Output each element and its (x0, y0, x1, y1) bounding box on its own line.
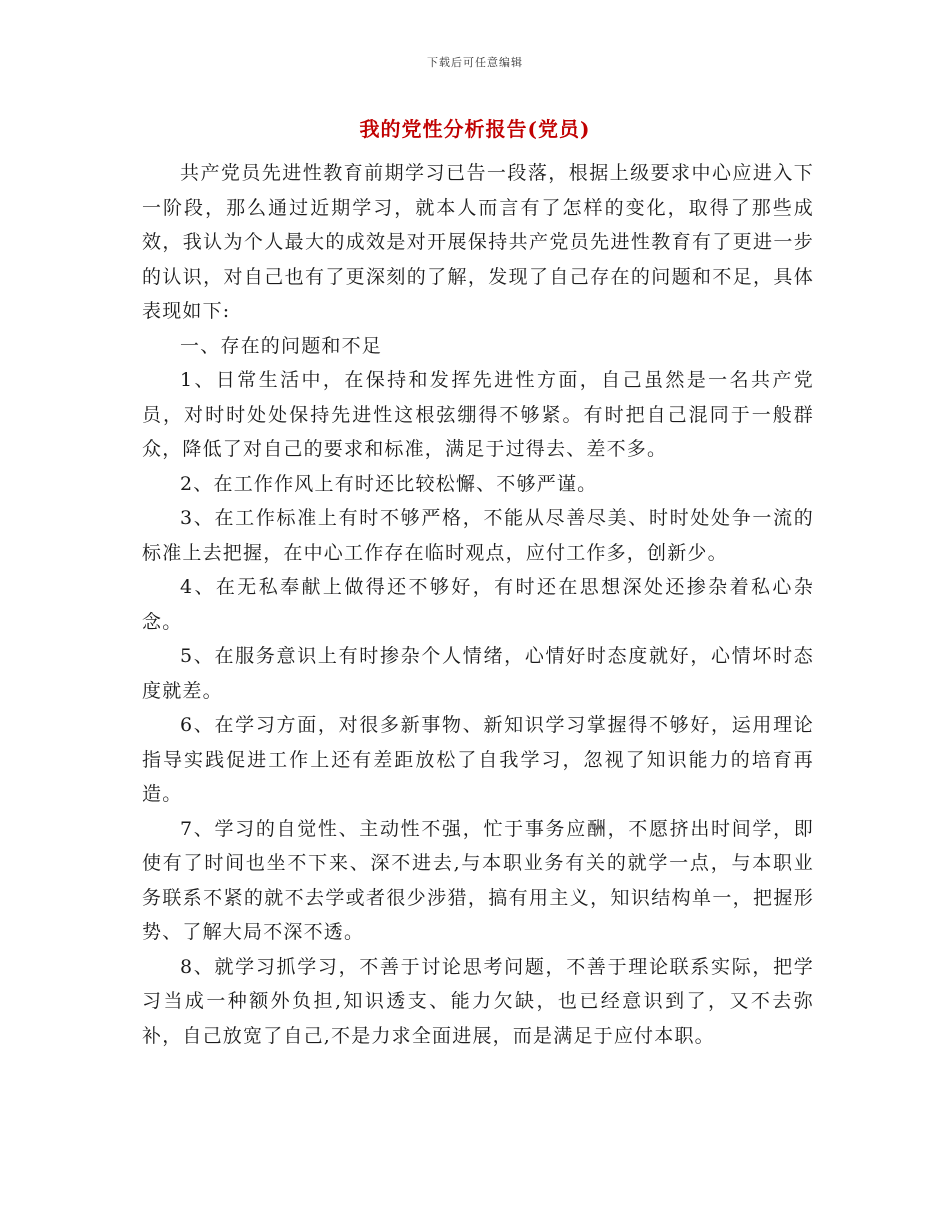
paragraph-item-6: 6、在学习方面，对很多新事物、新知识学习掌握得不够好，运用理论指导实践促进工作上还有差距放松了自我学习，忽视了知识能力的培育再造。 (142, 714, 814, 805)
document-title: 我的党性分析报告(党员) (359, 117, 591, 141)
document-body (142, 156, 814, 1053)
paragraph-intro: 共产党员先进性教育前期学习已告一段落，根据上级要求中心应进入下一阶段，那么通过近期学习，就本人而言有了怎样的变化，取得了那些成效，我认为个人最大的成效是对开展保持共产党员先进性教育有了更进一步的认识，对自己也有了更深刻的了解，发现了自己存在的问题和不足，具体表现如下: (142, 162, 814, 322)
paragraph-item-2: 2、在工作作风上有时还比较松懈、不够严谨。 (180, 472, 598, 495)
section-heading: 一、存在的问题和不足 (180, 334, 383, 357)
paragraph-item-5: 5、在服务意识上有时掺杂个人情绪，心情好时态度就好，心情坏时态度就差。 (142, 645, 814, 702)
paragraph-item-8: 8、就学习抓学习，不善于讨论思考问题，不善于理论联系实际，把学习当成一种额外负担,知识透支、能力欠缺，也已经意识到了，又不去弥补，自己放宽了自己,不是力求全面进展，而是满足于应付本职。 (142, 955, 814, 1047)
paragraph-item-3: 3、在工作标准上有时不够严格，不能从尽善尽美、时时处处争一流的标准上去把握，在中心工作存在临时观点，应付工作多，创新少。 (142, 507, 814, 564)
paragraph-item-4: 4、在无私奉献上做得还不够好，有时还在思想深处还掺杂着私心杂念。 (142, 576, 814, 633)
paragraph-item-1: 1、日常生活中，在保持和发挥先进性方面，自己虽然是一名共产党员，对时时处处保持先进性这根弦绷得不够紧。有时把自己混同于一般群众，降低了对自己的要求和标准，满足于过得去、差不多。 (142, 369, 814, 460)
header-note: 下载后可任意编辑 (427, 56, 523, 69)
paragraph-item-7: 7、学习的自觉性、主动性不强，忙于事务应酬，不愿挤出时间学，即使有了时间也坐不下来、深不进去,与本职业务有关的就学一点，与本职业务联系不紧的就不去学或者很少涉猎，搞有用主义，知识结构单一，把握形势、了解大局不深不透。 (142, 817, 814, 943)
